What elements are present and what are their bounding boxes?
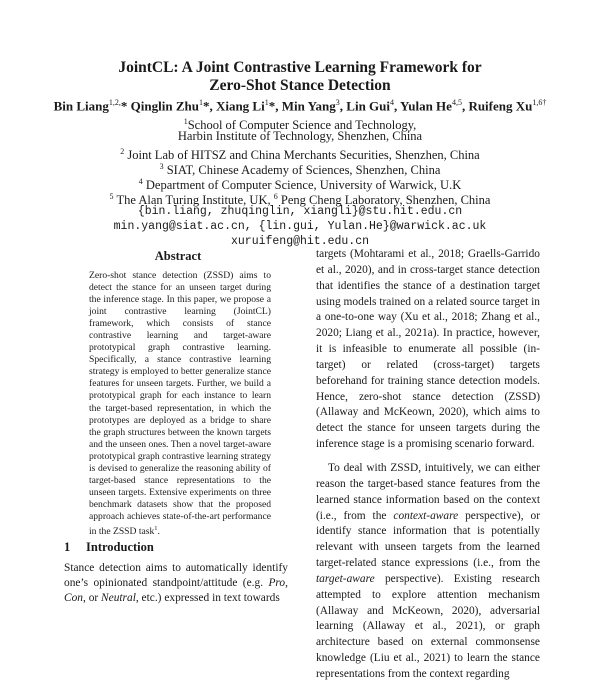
author-list [0,98,600,114]
paper-title-line1: JointCL: A Joint Contrastive Learning Framework for [118,59,482,76]
affil-text: Joint Lab of HITSZ and China Merchants Securities, Shenzhen, China [124,148,480,163]
para-text: perspective), or identify stance information that is potentially relevant with unseen targets from the learned target-related stance expressions (i.e., from the [316,509,540,570]
abstract-end: . [157,526,160,538]
paragraph: targets (Mohtarami et al., 2018; Graells-Garrido et al., 2020), and in cross-target stance detection that identifies the stance of a destination target using models trained on a related source target in a one-to-one way (Xu et al., 2018; Zhang et al., 2020; Liang et al., 2021a). In practice, however, it is infeasible to enumerate all possible (in-target) or related (cross-target) targets beforehand for training stance detection models. Hence, zero-shot stance detection (ZSSD) (Allaway and McKeown, 2020), which aims to detect the stance for unseen targets during the inference stage is a promising scenario forward. [316,248,540,451]
affil-sup: 4 [138,177,143,186]
introduction-body [64,561,288,606]
author: Yulan He [400,98,452,114]
author: Lin Gui [346,98,390,114]
paper-title-line2: Zero-Shot Stance Detection [209,77,391,94]
author: Bin Liang [53,98,109,114]
author-affil-sup: 1 [198,98,203,107]
abstract-text: Zero-shot stance detection (ZSSD) aims to detect the stance for an unseen target during the inference stage. In this paper, we propose a joint contrastive learning (JointCL) framework, which consists of stance contrastive learning and target-aware prototypical graph contrastive learning. Specifically, a stance contrastive learning strategy is employed to better generalize stance features for unseen targets. Further, we build a prototypical graph for each instance to learn the target-based representation, in which the prototypes are deployed as a bridge to share the graph structures between the known targets and the unseen ones. Then a novel target-aware prototypical graph contrastive learning strategy is devised to generalize the reasoning ability of target-based stance representations to the unseen targets. Extensive experiments on three benchmark datasets show that the proposed approach achieves state-of-the-art performance in the ZSSD task [89,270,271,538]
author: Qinglin Zhu [130,98,199,114]
author-sep: , [461,98,469,114]
abstract-body [89,270,271,538]
affil-sup: 3 [159,162,164,171]
intro-text: Stance detection aims to automatically identify one’s opinionated standpoint/attitude (e.g. [64,562,288,589]
affil-text: School of Computer Science and Technology, [187,118,417,133]
author-sep: *, [268,98,282,114]
section-number: 1 [64,540,71,554]
email-line2: min.yang@siat.ac.cn, {lin.gui, Yulan.He}@warwick.ac.uk [113,220,487,233]
para-text: perspective). Existing research attempted to explore attention mechanism (Allaway and McKeown, 2020), adversarial learning (Allaway et al., 2021), or graph architecture based on external commonsense knowledge (Liu et al., 2021) to learn the stance representations from the context regarding [316,572,540,680]
em-context-aware: context-aware [393,509,459,522]
author-affil-sup: 1 [264,98,269,107]
abstract-heading: Abstract [154,249,202,263]
affil-text: Department of Computer Science, University of Warwick, U.K [142,178,462,193]
author-affil-sup: 4 [390,98,394,107]
intro-text: , or [83,592,102,604]
author: Min Yang [281,98,336,114]
em-target-aware: target-aware [316,572,375,585]
affil-sup: 6 [273,192,278,201]
paragraph [316,461,540,683]
affil-sup: 2 [120,147,125,156]
intro-em-neutral: Neutral [101,592,136,604]
affil-sup: 1 [183,117,188,126]
intro-text: , etc.) expressed in text towards [135,592,280,604]
intro-em-con: Con [64,592,83,604]
email-line3: xuruifeng@hit.edu.cn [230,235,370,248]
affil-text: SIAT, Chinese Academy of Sciences, Shenzhen, China [163,163,441,178]
affil-sup: 5 [109,192,114,201]
intro-text: , [285,577,288,589]
author-sep: * [120,98,131,114]
intro-em-pro: Pro [268,577,286,589]
section-title: Introduction [86,540,154,554]
affil-text: Peng Cheng Laboratory, Shenzhen, China [277,193,491,208]
author-affil-sup: 1,2, [108,98,121,107]
author-affil-sup: 1,6† [532,98,547,107]
author: Xiang Li [215,98,265,114]
affiliation-1-line2: Harbin Institute of Technology, Shenzhen, China [177,129,423,143]
author-affil-sup: 3 [335,98,340,107]
author-sep: , [339,98,347,114]
section-heading-introduction [64,540,154,555]
author: Ruifeng Xu [468,98,533,114]
author-sep: *, [202,98,216,114]
footnote-marker: 1 [154,524,158,532]
affil-text: The Alan Turing Institute, UK, [113,193,274,208]
email-line1: {bin.liang, zhuqinglin, xiangli}@stu.hit.edu.cn [137,205,463,218]
right-column [316,247,540,683]
author-affil-sup: 4,5 [451,98,462,107]
para-text: To deal with ZSSD, intuitively, we can either reason the target-based stance features from the learned stance information based on the context (i.e., from the [316,461,540,522]
author-sep: , [394,98,401,114]
